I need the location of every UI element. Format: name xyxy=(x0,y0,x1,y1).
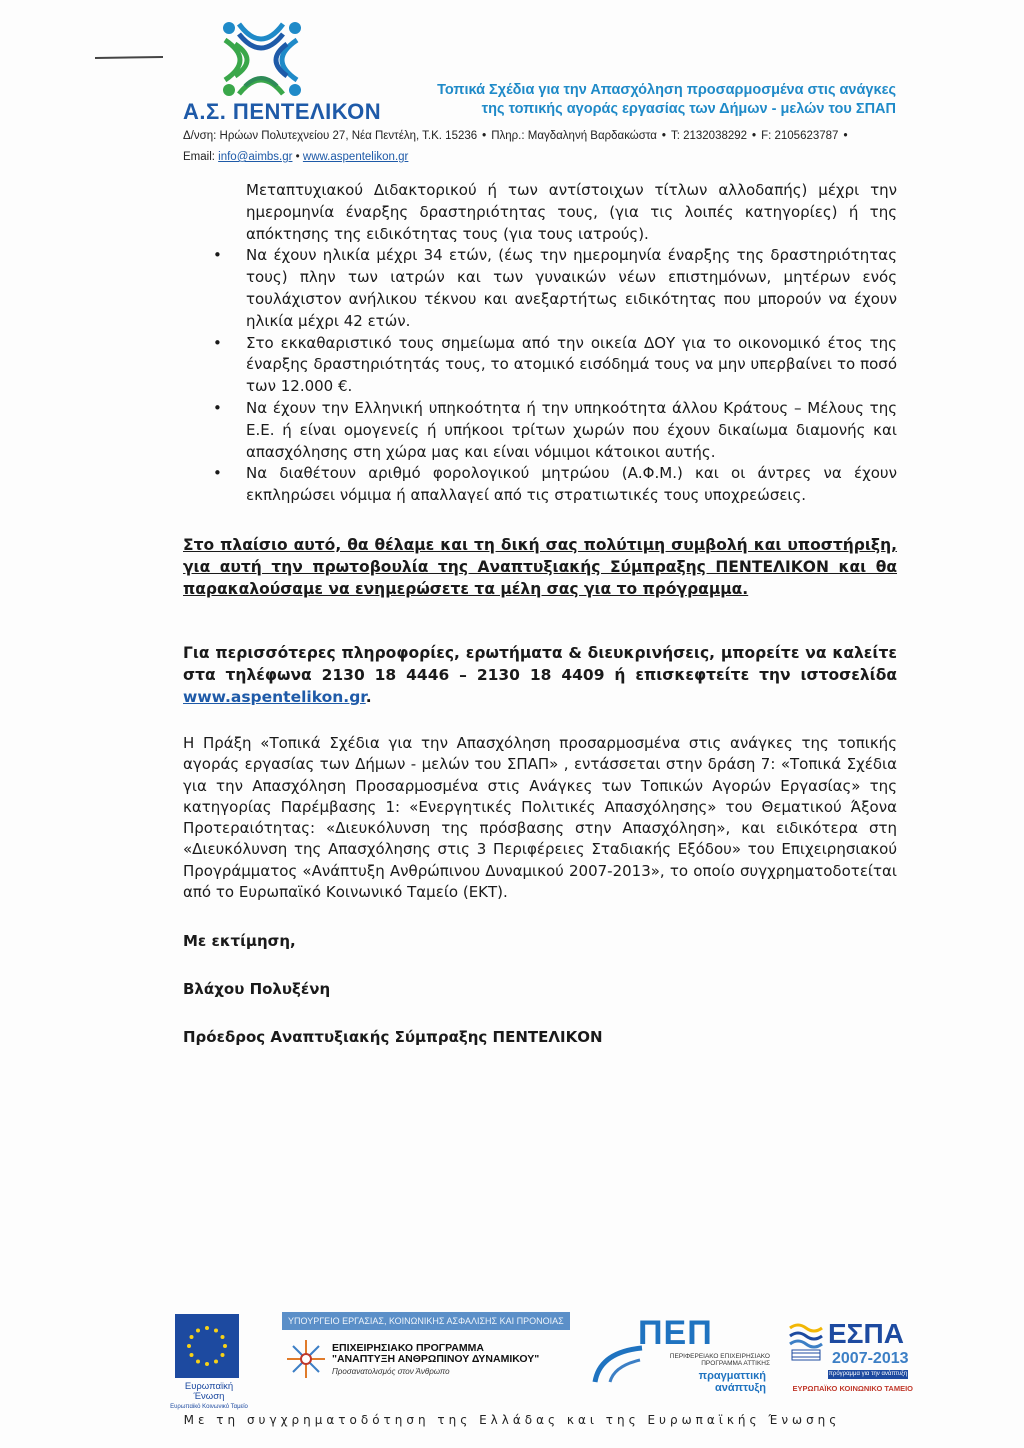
address-line xyxy=(183,130,852,142)
website-link[interactable]: www.aspentelikon.gr xyxy=(183,687,366,706)
op-title-line-1: ΕΠΙΧΕΙΡΗΣΙΑΚΟ ΠΡΟΓΡΑΜΜΑ xyxy=(332,1342,484,1354)
eu-flag-icon xyxy=(175,1314,239,1378)
list-item-text: Να έχουν την Ελληνική υπηκοότητα ή την υπηκοότητα άλλου Κράτους – Μέλους της Ε.Ε. ή είναι ομογενείς ή υπήκοοι τρίτων χωρών που έχουν δικαίωμα διαμονής και απασχόλησης στη χώρα μας και είναι νόμιμοι κάτοικοι αυτής. xyxy=(246,398,897,461)
list-item xyxy=(183,398,897,463)
espa-logo: ΕΣΠΑ xyxy=(828,1318,904,1349)
eu-label xyxy=(170,1382,248,1412)
contact-person: Πληρ.: Μαγδαληνή Βαρδακώστα xyxy=(491,130,657,142)
separator-dot: • xyxy=(752,130,757,142)
espa-years: 2007-2013 xyxy=(832,1350,909,1367)
pep-subtitle: ΠΕΡΙΦΕΡΕΙΑΚΟ ΕΠΙΧΕΙΡΗΣΙΑΚΟ ΠΡΟΓΡΑΜΜΑ ΑΤΤΙΚΗΣ xyxy=(669,1353,770,1367)
eu-sublabel-text: Ευρωπαϊκό Κοινωνικό Ταμείο xyxy=(170,1404,248,1410)
address: Δ/νση: Ηρώων Πολυτεχνείου 27, Νέα Πεντέλη, Τ.Κ. 15236 xyxy=(183,130,478,142)
email-line xyxy=(183,151,408,163)
project-description-paragraph: Η Πράξη «Τοπικά Σχέδια για την Απασχόληση προσαρμοσμένα στις ανάγκες της τοπικής αγοράς εργασίας των Δήμων - μελών του ΣΠΑΠ» , εντάσσεται στην δράση 7: «Τοπικά Σχέδια για την Απασχόληση Προσαρμοσμένα στις Ανάγκες των Τοπικών Αγορών Εργασίας» της κατηγορίας Παρέμβασης 1: «Ενεργητικές Πολιτικές Απασχόλησης» του Θεματικού Άξονα Προτεραιότητας: «Διευκόλυνση της πρόσβασης στην Απασχόληση», και ειδικότερα στη «Διευκόλυνση της Απασχόλησης στις 3 Περιφέρειες Σταδιακής Εξόδου» του Επιχειρησιακού Προγράμματος «Ανάπτυξη Ανθρώπινου Δυναμικού 2007-2013», το οποίο συγχρηματοδοτείται από το Ευρωπαϊκό Κοινωνικό Ταμείο (ΕΚΤ). xyxy=(183,733,897,902)
funding-logos xyxy=(170,1312,913,1410)
op-star-icon xyxy=(285,1338,327,1380)
separator-dot: • xyxy=(843,130,848,142)
fax: F: 2105623787 xyxy=(761,130,839,142)
contact-info-paragraph xyxy=(183,642,897,708)
bullet-icon: • xyxy=(213,464,222,483)
bullet-icon: • xyxy=(213,398,222,417)
list-item-text: Να έχουν ηλικία μέχρι 34 ετών, (έως την ημερομηνία έναρξης της δραστηριότητας τους) πλην των ιατρών και των γυναικών νέων επιστημόνων, μητέρων ενός τουλάχιστον ανήλικου τέκνου και ανεξαρτήτως ειδικότητας που μπορούν να έχουν ηλικία μέχρι 42 ετών. xyxy=(246,246,897,330)
list-item xyxy=(183,333,897,398)
bullet-icon: • xyxy=(213,246,222,265)
signer-role: Πρόεδρος Αναπτυξιακής Σύμπραξης ΠΕΝΤΕΛΙΚΟΝ xyxy=(183,1027,603,1046)
pentelikon-logo-icon xyxy=(215,14,307,102)
espa-waves-icon xyxy=(788,1322,826,1362)
project-title-line-2: της τοπικής αγοράς εργασίας των Δήμων - μελών του ΣΠΑΠ xyxy=(481,101,896,117)
signer-name: Βλάχου Πολυξένη xyxy=(183,980,331,999)
email-link[interactable]: info@aimbs.gr xyxy=(218,151,293,163)
letter-body xyxy=(183,180,897,1049)
contact-info-end: . xyxy=(365,687,372,706)
email-label: Email: xyxy=(183,151,215,163)
separator-dot: • xyxy=(661,130,666,142)
org-name: Α.Σ. ΠΕΝΤΕΛΙΚΟΝ xyxy=(183,99,382,124)
op-title xyxy=(332,1343,539,1365)
op-subtitle: Προσανατολισμός στον Άνθρωπο xyxy=(332,1367,450,1376)
list-item xyxy=(183,245,897,332)
phone: Τ: 2132038292 xyxy=(670,130,748,142)
project-title-line-1: Τοπικά Σχέδια για την Απασχόληση προσαρμοσμένα στις ανάγκες xyxy=(437,82,896,98)
website-link[interactable]: www.aspentelikon.gr xyxy=(302,151,409,163)
eu-label-text: Ευρωπαϊκή Ένωση xyxy=(184,1381,234,1402)
pep-logo-block xyxy=(590,1314,770,1394)
requirements-list xyxy=(183,245,897,507)
pep-slogan-line-1: πραγματτική xyxy=(698,1370,766,1382)
espa-logo-block xyxy=(788,1318,918,1398)
espa-tagline: πρόγραμμα για την ανάπτυξη xyxy=(828,1371,908,1377)
separator-dot: • xyxy=(482,130,487,142)
staple-mark xyxy=(95,55,165,61)
espa-label: ΕΥΡΩΠΑΪΚΟ ΚΟΙΝΩΝΙΚΟ ΤΑΜΕΙΟ xyxy=(792,1384,913,1393)
list-item-text: Να διαθέτουν αριθμό φορολογικού μητρώου (Α.Φ.Μ.) και οι άντρες να έχουν εκπληρώσει νόμιμα ή απαλλαγεί από τις στρατιωτικές τους υποχρεώσεις. xyxy=(246,464,897,505)
list-item xyxy=(183,463,897,507)
separator-dot: • xyxy=(295,151,300,163)
closing-regards: Με εκτίμηση, xyxy=(183,932,296,951)
ministry-banner: ΥΠΟΥΡΓΕΙΟ ΕΡΓΑΣΙΑΣ, ΚΟΙΝΩΝΙΚΗΣ ΑΣΦΑΛΙΣΗΣ ΚΑΙ ΠΡΟΝΟΙΑΣ xyxy=(282,1312,570,1330)
continuation-paragraph: Μεταπτυχιακού Διδακτορικού ή των αντίστοιχων τίτλων αλλοδαπής) μέχρι την ημερομηνία έναρξης δραστηριότητας τους, (για τις λοιπές κατηγορίες) ή της απόκτησης της ειδικότητας τους (για τους ιατρούς). xyxy=(246,181,897,243)
pep-slogan-line-2: ανάπτυξη xyxy=(715,1382,766,1394)
pep-logo: ΠΕΠ xyxy=(638,1314,713,1352)
project-title xyxy=(426,81,896,119)
contact-info-text: Για περισσότερες πληροφορίες, ερωτήματα & διευκρινήσεις, μπορείτε να καλείτε στα τηλέφωνα 2130 18 4446 – 2130 18 4409 ή επισκεφτείτε την ιστοσελίδα xyxy=(183,643,897,684)
bullet-icon: • xyxy=(213,333,222,352)
pep-slogan xyxy=(650,1370,766,1394)
list-item-text: Στο εκκαθαριστικό τους σημείωμα από την οικεία ΔΟΥ για το οικονομικό έτος της έναρξης δραστηριότητάς τους, το ατομικό εισόδημά τους να μην υπερβαίνει το ποσό των 12.000 €. xyxy=(246,333,897,396)
support-request-paragraph: Στο πλαίσιο αυτό, θα θέλαμε και τη δική σας πολύτιμη συμβολή και υποστήριξη, για αυτή την πρωτοβουλία της Αναπτυξιακής Σύμπραξης ΠΕΝΤΕΛΙΚΟΝ και θα παρακαλούσαμε να ενημερώσετε τα μέλη σας για το πρόγραμμα. xyxy=(183,535,897,598)
op-title-line-2: "ΑΝΑΠΤΥΞΗ ΑΝΘΡΩΠΙΝΟΥ ΔΥΝΑΜΙΚΟΥ" xyxy=(332,1353,540,1365)
cofunding-statement: Με τη συγχρηματοδότηση της Ελλάδας και της Ευρωπαϊκής Ένωσης xyxy=(183,1413,841,1427)
